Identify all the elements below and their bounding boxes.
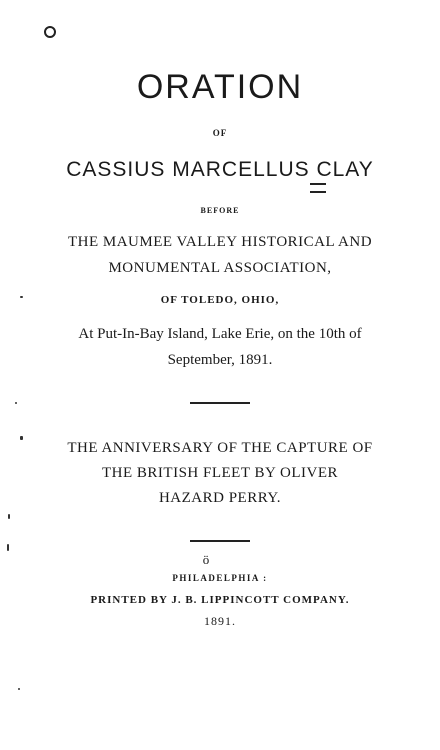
association-line-1: THE MAUMEE VALLEY HISTORICAL AND [67,234,373,250]
author-name: CASSIUS MARCELLUS CLAY [66,158,374,181]
publication-year: 1891. [204,614,236,628]
event-place-line-2: September, 1891. [167,352,273,368]
of-label: OF [212,128,228,138]
scan-speck [20,296,23,298]
scan-speck [7,544,9,551]
oration-title: ORATION [136,68,304,106]
divider-rule-bottom [190,540,250,542]
association-line-2: MONUMENTAL ASSOCIATION, [108,260,332,276]
printer-ornament: ö [202,552,210,567]
scan-speck [8,514,10,519]
scan-speck [20,436,23,440]
association-location: OF TOLEDO, OHIO, [160,294,280,306]
scan-speck [15,402,17,404]
publisher-name: PRINTED BY J. B. LIPPINCOTT COMPANY. [90,594,350,606]
scan-speck [18,688,20,690]
handwritten-underline-mark [310,183,326,193]
before-label: BEFORE [200,206,240,215]
anniversary-line-3: HAZARD PERRY. [158,490,282,506]
anniversary-line-1: THE ANNIVERSARY OF THE CAPTURE OF [67,440,373,456]
event-place-line-1: At Put-In-Bay Island, Lake Erie, on the 10th of [78,326,362,342]
divider-rule-top [190,402,250,404]
publisher-city: PHILADELPHIA : [172,573,268,583]
anniversary-line-2: THE BRITISH FLEET BY OLIVER [102,465,338,481]
library-stamp-mark [44,26,56,38]
